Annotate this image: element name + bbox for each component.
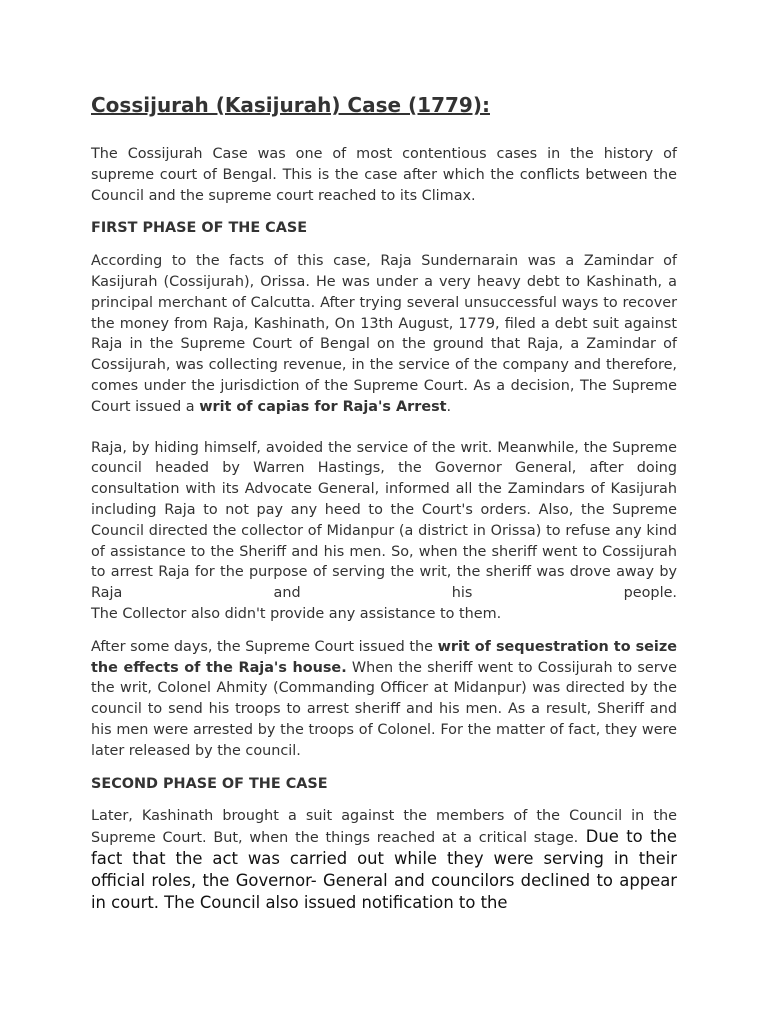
phase2-p1-text: Later, Kashinath brought a suit against the members of the Council in the Supreme Court. But, when the things reached at a critical stage. bbox=[91, 808, 677, 847]
phase1-p3-text: After some days, the Supreme Court issued the bbox=[91, 638, 438, 655]
phase1-paragraph-3 bbox=[91, 637, 677, 762]
document-page bbox=[91, 92, 677, 914]
phase1-paragraph-2 bbox=[91, 438, 677, 625]
phase1-p1-end: . bbox=[446, 398, 452, 415]
phase1-p1-text: According to the facts of this case, Raja Sundernarain was a Zamindar of Kasijurah (Cossijurah), Orissa. He was under a very heavy debt to Kashinath, a principal merchant of Calcutta. After trying several unsuccessful ways to recover the money from Raja, Kashinath, On 13th August, 1779, filed a debt suit against Raja in the Supreme Court of Bengal on the ground that Raja, a Zamindar of Cossijurah, was collecting revenue, in the service of the company and therefore, comes under the jurisdiction of the Supreme Court. As a decision, The Supreme Court issued a bbox=[91, 253, 677, 415]
intro-paragraph: The Cossijurah Case was one of most contentious cases in the history of supreme court of Bengal. This is the case after which the conflicts between the Council and the supreme court reached to its Climax. bbox=[91, 146, 677, 204]
phase1-p1-bold: writ of capias for Raja's Arrest bbox=[199, 398, 447, 415]
phase1-p2-text: Raja, by hiding himself, avoided the service of the writ. Meanwhile, the Supreme council headed by Warren Hastings, the Governor General, after doing consultation with its Advocate General, informed all the Zamindars of Kasijurah including Raja to not pay any heed to the Court's orders. Also, the Supreme Council directed the collector of Midanpur (a district in Orissa) to refuse any kind of assistance to the Sheriff and his men. So, when the sheriff went to Cossijurah to arrest Raja for the purpose of serving the writ, the sheriff was drove away by Raja and his people. bbox=[91, 439, 677, 602]
phase2-heading: SECOND PHASE OF THE CASE bbox=[91, 775, 328, 792]
phase1-p3-end: When the sheriff went to Cossijurah to serve the writ, Colonel Ahmity (Commanding Officer at Midanpur) was directed by the council to send his troops to arrest sheriff and his men. As a result, Sheriff and his men were arrested by the troops of Colonel. For the matter of fact, they were later released by the council. bbox=[91, 659, 677, 759]
phase2-paragraph-1 bbox=[91, 806, 677, 914]
phase2-p1-large-text: Due to the fact that the act was carried out while they were serving in their official roles, the Governor- General and councilors declined to appear in court. The Council also issued notification to the bbox=[91, 827, 678, 912]
phase1-p3-bold: writ of sequestration to seize the effects of the Raja's house. bbox=[91, 638, 677, 676]
phase1-paragraph-1 bbox=[91, 251, 677, 417]
document-title: Cossijurah (Kasijurah) Case (1779): bbox=[91, 93, 490, 117]
phase1-p2-last: The Collector also didn't provide any assistance to them. bbox=[91, 605, 502, 622]
phase1-heading: FIRST PHASE OF THE CASE bbox=[91, 220, 308, 237]
